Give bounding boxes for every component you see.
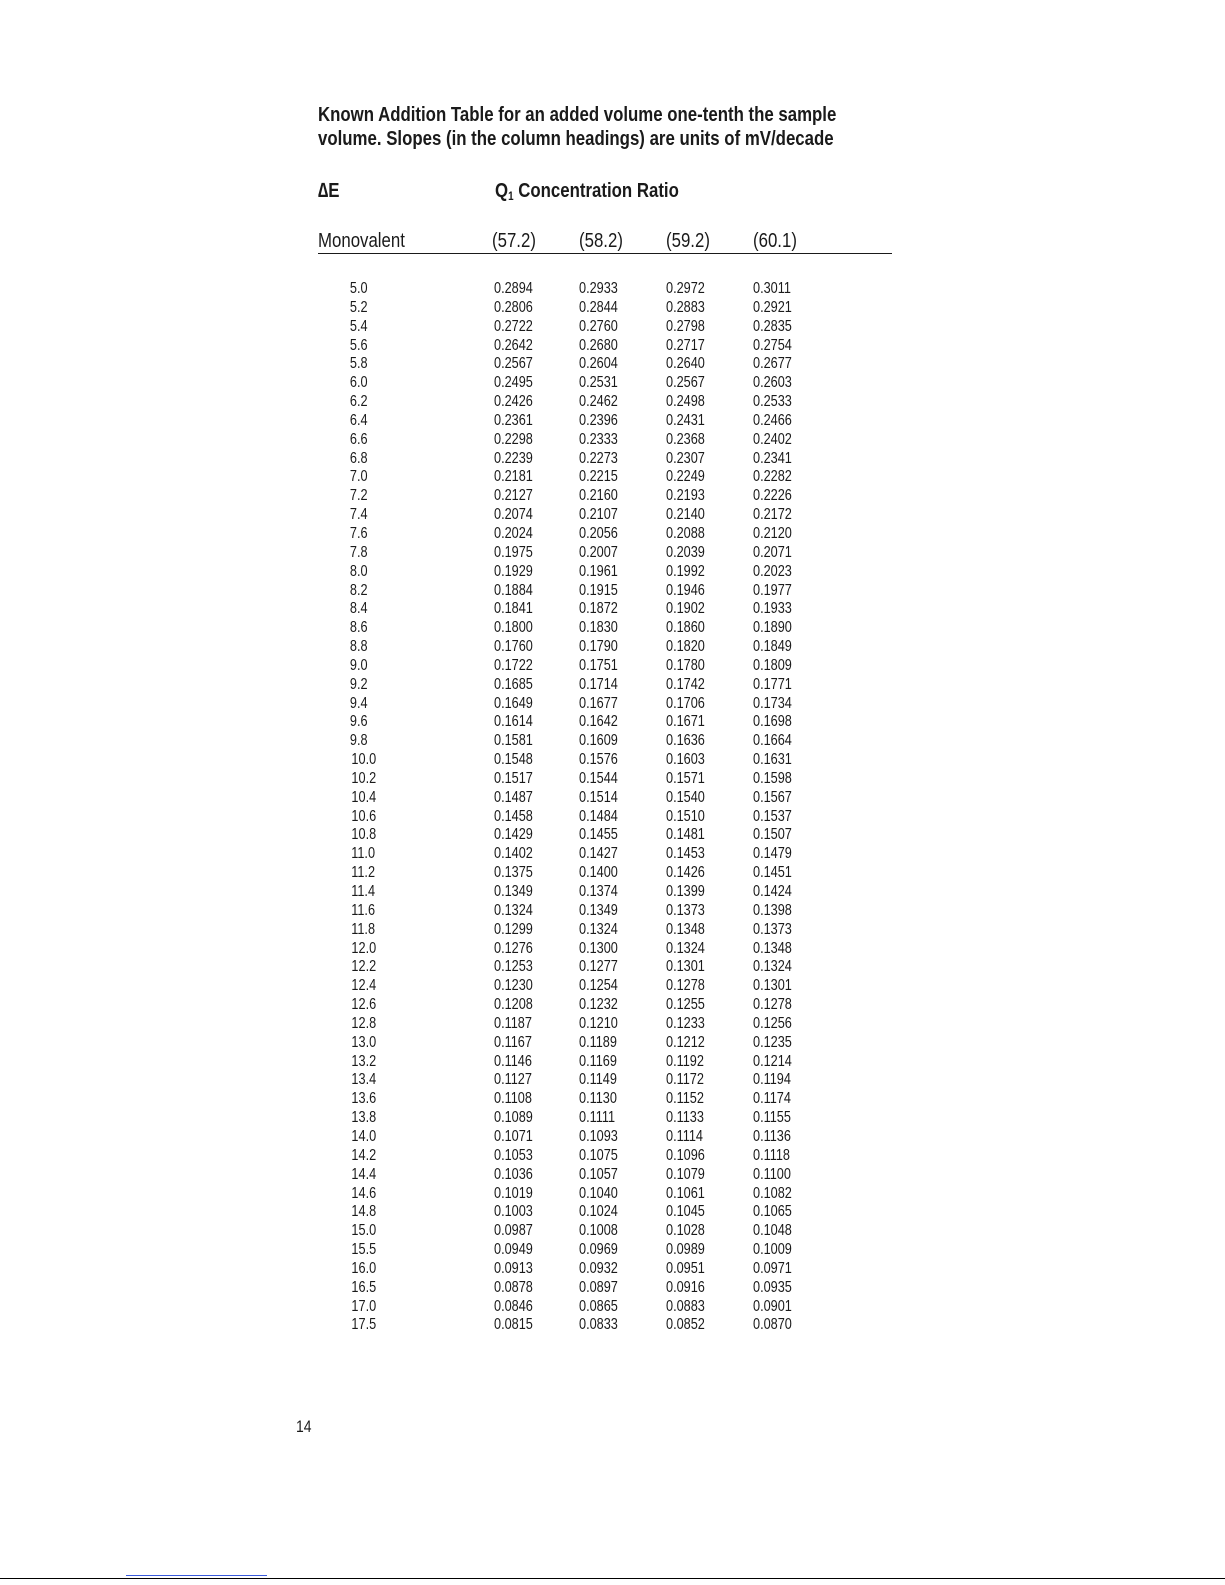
table-row: 9.4 0.1649 0.1677 0.1706 0.1734: [349, 694, 792, 712]
table-row: 14.6 0.1019 0.1040 0.1061 0.1082: [351, 1184, 792, 1202]
table-row: 15.0 0.0987 0.1008 0.1028 0.1048: [351, 1222, 792, 1240]
table-row: 11.0 0.1402 0.1427 0.1453 0.1479: [351, 845, 792, 863]
caption-line-2: volume. Slopes (in the column headings) are units of mV/decade: [318, 127, 834, 150]
table-row: 12.6 0.1208 0.1232 0.1255 0.1278: [351, 996, 792, 1014]
table-row: 16.5 0.0878 0.0897 0.0916 0.0935: [351, 1278, 792, 1296]
table-row: 12.8 0.1187 0.1210 0.1233 0.1256: [351, 1014, 792, 1032]
ratio-heading: $Q_1$ Concentration Ratio: [495, 179, 679, 203]
table-row: 13.4 0.1127 0.1149 0.1172 0.1194: [351, 1071, 791, 1089]
table-row: 12.0 0.1276 0.1300 0.1324 0.1348: [351, 939, 792, 957]
footer-link-underline: [126, 1575, 267, 1576]
table-row: 9.6 0.1614 0.1642 0.1671 0.1698: [349, 713, 792, 731]
table-row: 7.6 0.2024 0.2056 0.2088 0.2120: [349, 524, 792, 542]
table-row: 5.6 0.2642 0.2680 0.2717 0.2754: [349, 336, 792, 354]
table-row: 15.5 0.0949 0.0969 0.0989 0.1009: [351, 1241, 792, 1259]
table-row: 6.6 0.2298 0.2333 0.2368 0.2402: [349, 430, 792, 448]
table-row: 14.0 0.1071 0.1093 0.1114 0.1136: [351, 1127, 791, 1145]
table-row: 10.8 0.1429 0.1455 0.1481 0.1507: [351, 826, 792, 844]
footer-rule: [0, 1578, 1225, 1579]
table-row: 12.2 0.1253 0.1277 0.1301 0.1324: [351, 958, 792, 976]
table-row: 14.4 0.1036 0.1057 0.1079 0.1100: [351, 1165, 791, 1183]
table-row: 8.4 0.1841 0.1872 0.1902 0.1933: [349, 600, 792, 618]
table-row: 6.8 0.2239 0.2273 0.2307 0.2341: [349, 449, 792, 467]
table-row: 11.8 0.1299 0.1324 0.1348 0.1373: [351, 920, 792, 938]
table-caption: [318, 103, 950, 151]
page-number: 14: [296, 1417, 312, 1436]
table-row: 11.2 0.1375 0.1400 0.1426 0.1451: [351, 864, 792, 882]
column-header-row: Monovalent (57.2) (58.2) (59.2) (60.1): [318, 229, 892, 254]
table-row: 9.0 0.1722 0.1751 0.1780 0.1809: [349, 656, 792, 674]
table-row: 5.2 0.2806 0.2844 0.2883 0.2921: [349, 298, 792, 316]
table-row: 7.4 0.2074 0.2107 0.2140 0.2172: [349, 506, 792, 524]
table-row: 14.8 0.1003 0.1024 0.1045 0.1065: [351, 1203, 792, 1221]
table-row: 14.2 0.1053 0.1075 0.1096 0.1118: [351, 1146, 790, 1164]
table-row: 5.0 0.2894 0.2933 0.2972 0.3011: [349, 280, 791, 297]
table-row: 9.2 0.1685 0.1714 0.1742 0.1771: [349, 675, 792, 693]
table-row: 16.0 0.0913 0.0932 0.0951 0.0971: [351, 1259, 792, 1277]
table-row: 8.2 0.1884 0.1915 0.1946 0.1977: [349, 581, 792, 599]
table-row: 13.8 0.1089 0.1111 0.1133 0.1155: [351, 1109, 791, 1127]
table-row: 17.5 0.0815 0.0833 0.0852 0.0870: [351, 1316, 792, 1334]
table-row: 6.2 0.2426 0.2462 0.2498 0.2533: [349, 393, 792, 411]
caption-line-1: Known Addition Table for an added volume one-tenth the sample: [318, 103, 837, 126]
table-row: 13.2 0.1146 0.1169 0.1192 0.1214: [351, 1052, 792, 1070]
table-row: 11.4 0.1349 0.1374 0.1399 0.1424: [351, 883, 792, 900]
table-row: 10.0 0.1548 0.1576 0.1603 0.1631: [351, 751, 792, 769]
delta-e-heading: ∆E: [318, 179, 340, 202]
table-row: 6.4 0.2361 0.2396 0.2431 0.2466: [349, 411, 792, 429]
table-row: 5.4 0.2722 0.2760 0.2798 0.2835: [349, 317, 792, 335]
table-row: 6.0 0.2495 0.2531 0.2567 0.2603: [349, 374, 792, 392]
table-row: 8.6 0.1800 0.1830 0.1860 0.1890: [349, 619, 792, 637]
table-row: 7.8 0.1975 0.2007 0.2039 0.2071: [349, 543, 792, 561]
table-row: 8.0 0.1929 0.1961 0.1992 0.2023: [349, 562, 792, 580]
table-row: 7.0 0.2181 0.2215 0.2249 0.2282: [349, 468, 792, 486]
table-row: 10.2 0.1517 0.1544 0.1571 0.1598: [351, 769, 792, 787]
table-row: 12.4 0.1230 0.1254 0.1278 0.1301: [351, 977, 792, 995]
table-row: 11.6 0.1324 0.1349 0.1373 0.1398: [351, 901, 792, 919]
table-row: 10.4 0.1487 0.1514 0.1540 0.1567: [351, 788, 792, 806]
table-row: 9.8 0.1581 0.1609 0.1636 0.1664: [349, 732, 792, 750]
table-row: 8.8 0.1760 0.1790 0.1820 0.1849: [349, 638, 792, 656]
table-row: 13.6 0.1108 0.1130 0.1152 0.1174: [351, 1090, 791, 1108]
concentration-table-body: [0, 280, 1225, 1335]
table-row: 13.0 0.1167 0.1189 0.1212 0.1235: [351, 1033, 792, 1051]
table-row: 5.8 0.2567 0.2604 0.2640 0.2677: [349, 355, 792, 373]
table-row: 7.2 0.2127 0.2160 0.2193 0.2226: [349, 487, 792, 505]
table-row: 10.6 0.1458 0.1484 0.1510 0.1537: [351, 807, 792, 825]
table-row: 17.0 0.0846 0.0865 0.0883 0.0901: [351, 1297, 792, 1315]
